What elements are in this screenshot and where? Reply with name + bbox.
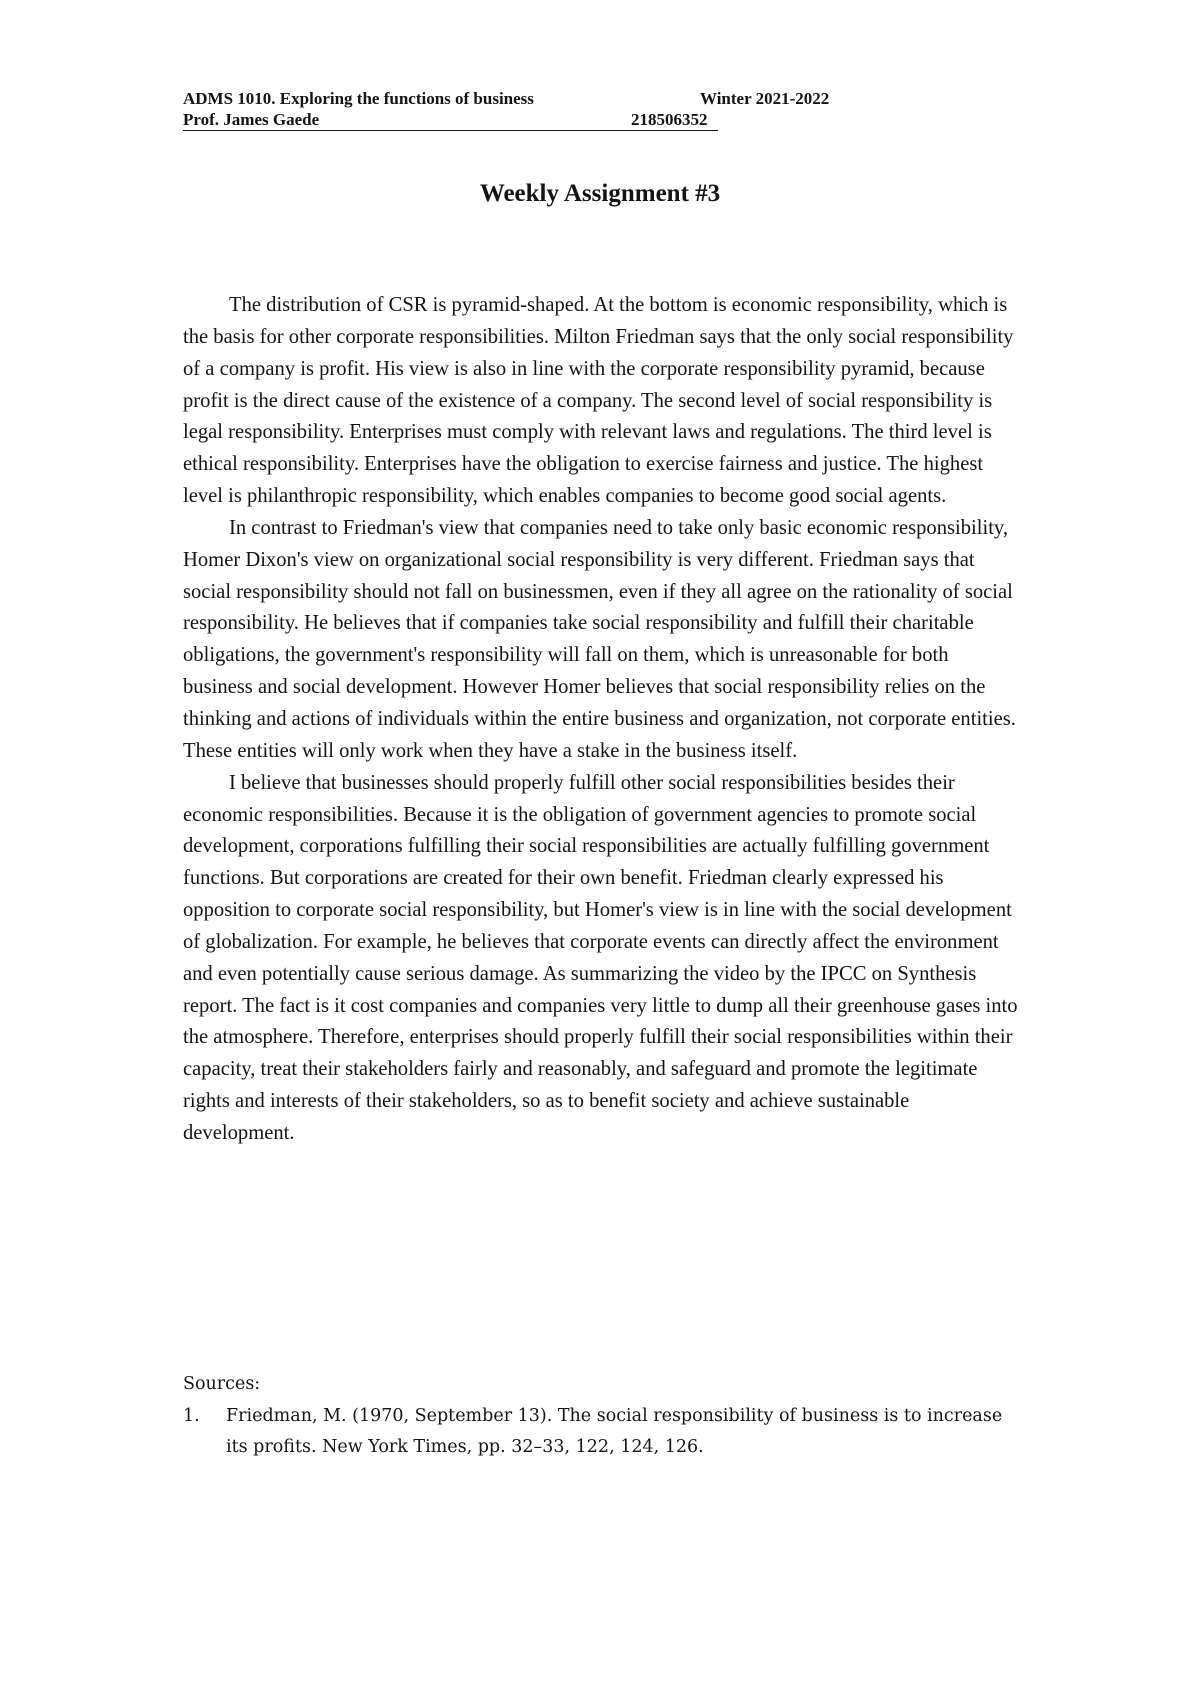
document-header (183, 88, 863, 131)
paragraph-2: In contrast to Friedman's view that companies need to take only basic economic responsibility, Homer Dixon's view on organizational social responsibility is very different. Friedman says that social responsibility should not fall on businessmen, even if they all agree on the rationality of social responsibility. He believes that if companies take social responsibility and fulfill their charitable obligations, the government's responsibility will fall on them, which is unreasonable for both business and social development. However Homer believes that social responsibility relies on the thinking and actions of individuals within the entire business and organization, not corporate entities. These entities will only work when they have a stake in the business itself. (183, 516, 1016, 762)
source-number: 1. (183, 1405, 200, 1426)
student-id: 218506352 (631, 110, 708, 129)
course-title: ADMS 1010. Exploring the functions of business (183, 89, 534, 108)
paragraph-3: I believe that businesses should properly fulfill other social responsibilities besides their economic responsibilities. Because it is the obligation of government agencies to promote social development, corporations fulfilling their social responsibilities are actually fulfilling government functions. But corporations are created for their own benefit. Friedman clearly expressed his opposition to corporate social responsibility, but Homer's view is in line with the social development of globalization. For example, he believes that corporate events can directly affect the environment and even potentially cause serious damage. As summarizing the video by the IPCC on Synthesis report. The fact is it cost companies and companies very little to dump all their greenhouse gases into the atmosphere. Therefore, enterprises should properly fulfill their social responsibilities within their capacity, treat their stakeholders fairly and reasonably, and safeguard and promote the legitimate rights and interests of their stakeholders, so as to benefit society and achieve sustainable development. (183, 771, 1018, 1144)
document-body (183, 290, 1023, 1150)
header-row-professor (183, 109, 718, 131)
paragraph-1: The distribution of CSR is pyramid-shaped. At the bottom is economic responsibility, which is the basis for other corporate responsibilities. Milton Friedman says that the only social responsibility of a company is profit. His view is also in line with the corporate responsibility pyramid, because profit is the direct cause of the existence of a company. The second level of social responsibility is legal responsibility. Enterprises must comply with relevant laws and regulations. The third level is ethical responsibility. Enterprises have the obligation to exercise fairness and justice. The highest level is philanthropic responsibility, which enables companies to become good social agents. (183, 294, 1014, 508)
source-list (183, 1401, 1023, 1464)
sources-section (183, 1369, 1023, 1464)
term-label: Winter 2021-2022 (700, 89, 830, 108)
document-title: Weekly Assignment #3 (479, 180, 721, 207)
source-citation: Friedman, M. (1970, September 13). The social responsibility of business is to increase its profits. New York Times, pp. 32–33, 122, 124, 126. (226, 1405, 1003, 1457)
header-row-course (183, 88, 863, 109)
list-item (183, 1401, 1023, 1464)
professor-name: Prof. James Gaede (183, 110, 320, 129)
sources-label: Sources: (183, 1374, 261, 1394)
